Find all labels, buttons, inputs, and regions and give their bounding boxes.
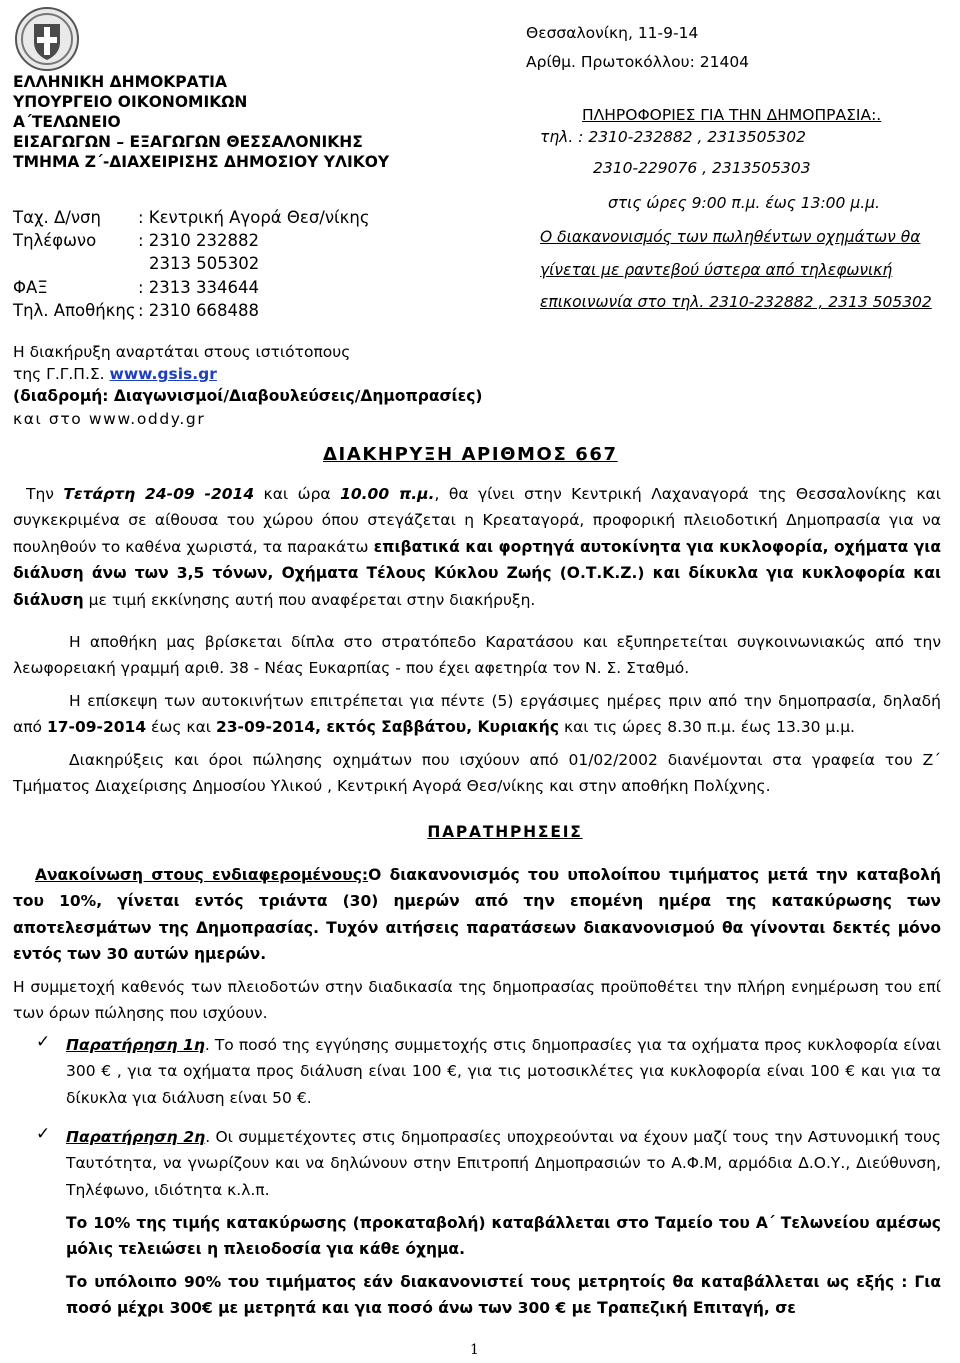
remark-2-label: Παρατήρηση 2η — [66, 1128, 206, 1146]
info-phone-1: τηλ. : 2310-232882 , 2313505302 — [540, 128, 806, 146]
document-body — [13, 481, 941, 1026]
contact-value: : Κεντρική Αγορά Θεσ/νίκης — [138, 208, 370, 227]
remark-1-label: Παρατήρηση 1η — [66, 1036, 205, 1054]
warehouse-paragraph: Η αποθήκη μας βρίσκεται δίπλα στο στρατόπεδο Καρατάσου και εξυπηρετείται συγκοινωνιακώς από την λεωφορειακή γραμμή αριθ. 38 - Νέας Ευκαρπίας - που έχει αφετηρία τον Ν. Σ. Σταθμό. — [13, 633, 941, 678]
announcement-paragraph — [13, 862, 941, 968]
protocol-number: Αρίθμ. Πρωτοκόλλου: 21404 — [526, 53, 750, 71]
info-hours: στις ώρες 9:00 π.μ. έως 13:00 μ.μ. — [608, 194, 880, 212]
remark-2 — [66, 1124, 941, 1203]
header-line: Α΄ΤΕΛΩΝΕΙΟ — [13, 113, 121, 131]
contact-block — [13, 206, 433, 322]
visit-date-to: 23-09-2014, εκτός Σαββάτου, Κυριακής — [215, 718, 560, 737]
remarks-title-text: ΠΑΡΑΤΗΡΗΣΕΙΣ — [427, 823, 583, 842]
intro-mid-2: , θα γίνει στην Κεντρική Λαχαναγορά της Θεσσαλονίκης και συγκεκριμένα σε αίθουσα του χώρου όπου στεγάζεται η Κρεαταγορά, προφορική πλειοδοτική Δημοπρασία για να πουληθούν το καθένα χωριστά, τα παρακάτω — [13, 485, 941, 556]
settlement-note-3: επικοινωνία στο τηλ. 2310-232882 , 2313 505302 — [540, 293, 932, 311]
visit-text: Η επίσκεψη των αυτοκινήτων επιτρέπεται για πέντε (5) εργάσιμες ημέρες πριν από την δημοπρασία, δηλαδή από — [13, 691, 941, 737]
contact-row — [13, 276, 433, 299]
header-line: ΥΠΟΥΡΓΕΙΟ ΟΙΚΟΝΟΜΙΚΩΝ — [13, 93, 248, 111]
participation-paragraph: Η συμμετοχή καθενός των πλειοδοτών στην διαδικασία της δημοπρασίας προϋποθέτει την πλήρη ενημέρωση του επί των όρων πώλησης που ισχύουν. — [13, 977, 941, 1022]
header-line: ΕΛΛΗΝΙΚΗ ΔΗΜΟΚΡΑΤΙΑ — [13, 73, 227, 91]
greek-emblem-icon — [14, 6, 80, 72]
contact-row — [13, 299, 433, 322]
intro-end: με τιμή εκκίνησης αυτή που αναφέρεται στην διακήρυξη. — [83, 590, 536, 609]
contact-value: : 2310 232882 — [138, 231, 260, 251]
contact-label: Τηλέφωνο — [13, 231, 97, 251]
announcement-label: Ανακοίνωση στους ενδιαφερομένους: — [35, 865, 369, 884]
intro-paragraph — [13, 481, 941, 613]
contact-value: : 2313 334644 — [138, 277, 260, 297]
contact-row — [13, 206, 433, 229]
page-title: ΔΙΑΚΗΡΥΞΗ ΑΡΙΘΜΟΣ 667 — [323, 444, 618, 465]
remarks-title — [13, 819, 941, 845]
posting-oddy — [13, 408, 205, 430]
remark-1 — [66, 1032, 941, 1111]
auction-time: 10.00 π.μ. — [340, 485, 435, 503]
visit-date-from: 17-09-2014 — [46, 718, 147, 737]
remark-1-text: . Το ποσό της εγγύησης συμμετοχής στις δημοπρασίες για τα οχήματα προς κυκλοφορία είναι 300 € , για τα οχήματα προς διάλυση είναι 100 €, για τις μοτοσικλέτες για κυκλοφορία είναι 100 € και για τα δίκυκλα για διάλυση είναι 50 €. — [66, 1036, 941, 1107]
check-icon: ✓ — [36, 1032, 51, 1052]
contact-label: Τηλ. Αποθήκης — [13, 300, 136, 320]
contact-value: : 2310 668488 — [138, 300, 260, 320]
oddy-text: και στο www.oddy.gr — [13, 410, 206, 428]
page-number: 1 — [470, 1342, 479, 1358]
settlement-note-2: γίνεται με ραντεβού ύστερα από τηλεφωνική — [540, 261, 893, 279]
balance-paragraph: Το υπόλοιπο 90% του τιμήματος εάν διακανονιστεί τους μετρητοίς θα καταβάλλεται ως εξής : Για ποσό μέχρι 300€ με μετρητά και για ποσό άνω των 300 € με Τραπεζική Επιταγή, σε — [66, 1273, 941, 1318]
intro-pre: Την — [26, 485, 64, 503]
visit-end: και τις ώρες 8.30 π.μ. έως 13.30 μ.μ. — [559, 718, 855, 737]
announcement-text: Ο διακανονισμός του υπολοίπου τιμήματος μετά την καταβολή του 10%, γίνεται εντός τριάντα (30) ημερών από την επομένη ημέρα της κατακύρωσης των αποτελεσμάτων της Δημοπρασίας. Τυχόν αιτήσεις παρατάσεων διακανονισμού θα γίνονται δεκτές μόνο εντός των 30 αυτών ημερών. — [13, 865, 941, 964]
contact-label: Ταχ. Δ/νση — [13, 208, 101, 227]
agency-header — [13, 72, 433, 172]
settlement-note-1: Ο διακανονισμός των πωληθέντων οχημάτων θα — [540, 228, 921, 246]
intro-mid: και ώρα — [254, 485, 341, 503]
contact-value: 2313 505302 — [149, 254, 260, 274]
remark-2-text: . Οι συμμετέχοντες στις δημοπρασίες υποχρεούνται να έχουν μαζί τους την Αστυνομική τους Ταυτότητα, να γνωρίζουν και να δηλώνουν στην Επιτροπή Δημοπρασιών το Α.Φ.Μ, αρμόδια Δ.Ο.Υ., Διεύθυνση, Τηλέφωνο, ιδιότητα κ.λ.π. — [66, 1128, 941, 1199]
posting-prefix: της Γ.Γ.Π.Σ. — [13, 365, 110, 383]
gsis-link[interactable]: www.gsis.gr — [109, 365, 217, 383]
info-phone-2: 2310-229076 , 2313505303 — [593, 159, 811, 177]
contact-label: ΦΑΞ — [13, 277, 48, 297]
contact-row — [13, 229, 433, 252]
check-icon: ✓ — [36, 1124, 51, 1144]
visit-paragraph — [13, 688, 941, 741]
posting-line-1: Η διακήρυξη αναρτάται στους ιστιότοπους — [13, 343, 351, 361]
posting-path: (διαδρομή: Διαγωνισμοί/Διαβουλεύσεις/Δημοπρασίες) — [13, 387, 483, 405]
header-line: ΕΙΣΑΓΩΓΩΝ – ΕΞΑΓΩΓΩΝ ΘΕΣΣΑΛΟΝΙΚΗΣ — [13, 133, 363, 151]
intro-bold: επιβατικά και φορτηγά αυτοκίνητα για κυκλοφορία, οχήματα για διάλυση άνω των 3,5 τόνων, Οχήματα Τέλους Κύκλου Ζωής (Ο.Τ.Κ.Ζ.) και δίκυκλα για κυκλοφορία και διάλυση — [13, 537, 941, 609]
visit-mid: έως και — [146, 718, 216, 737]
date-line: Θεσσαλονίκη, 11-9-14 — [526, 24, 699, 42]
info-title: ΠΛΗΡΟΦΟΡΙΕΣ ΓΙΑ ΤΗΝ ΔΗΜΟΠΡΑΣΙΑ:. — [582, 106, 882, 124]
auction-day: Τετάρτη 24-09 -2014 — [63, 485, 255, 503]
contact-row — [13, 252, 433, 275]
distribution-paragraph: Διακηρύξεις και όροι πώλησης οχημάτων που ισχύουν από 01/02/2002 διανέμονται στα γραφεία του Ζ΄ Τμήματος Διαχείρισης Δημοσίου Υλικού , Κεντρική Αγορά Θεσ/νίκης και στην αποθήκη Πολίχνης. — [13, 750, 941, 796]
deposit-paragraph: Το 10% της τιμής κατακύρωσης (προκαταβολή) καταβάλλεται στο Ταμείο του Α΄ Τελωνείου αμέσως μόλις τελειώσει η πλειοδοσία για κάθε όχημα. — [66, 1214, 941, 1259]
posting-line-2 — [13, 363, 217, 385]
header-line: ΤΜΗΜΑ Ζ΄-ΔΙΑΧΕΙΡΙΣΗΣ ΔΗΜΟΣΙΟΥ ΥΛΙΚΟΥ — [13, 153, 390, 171]
